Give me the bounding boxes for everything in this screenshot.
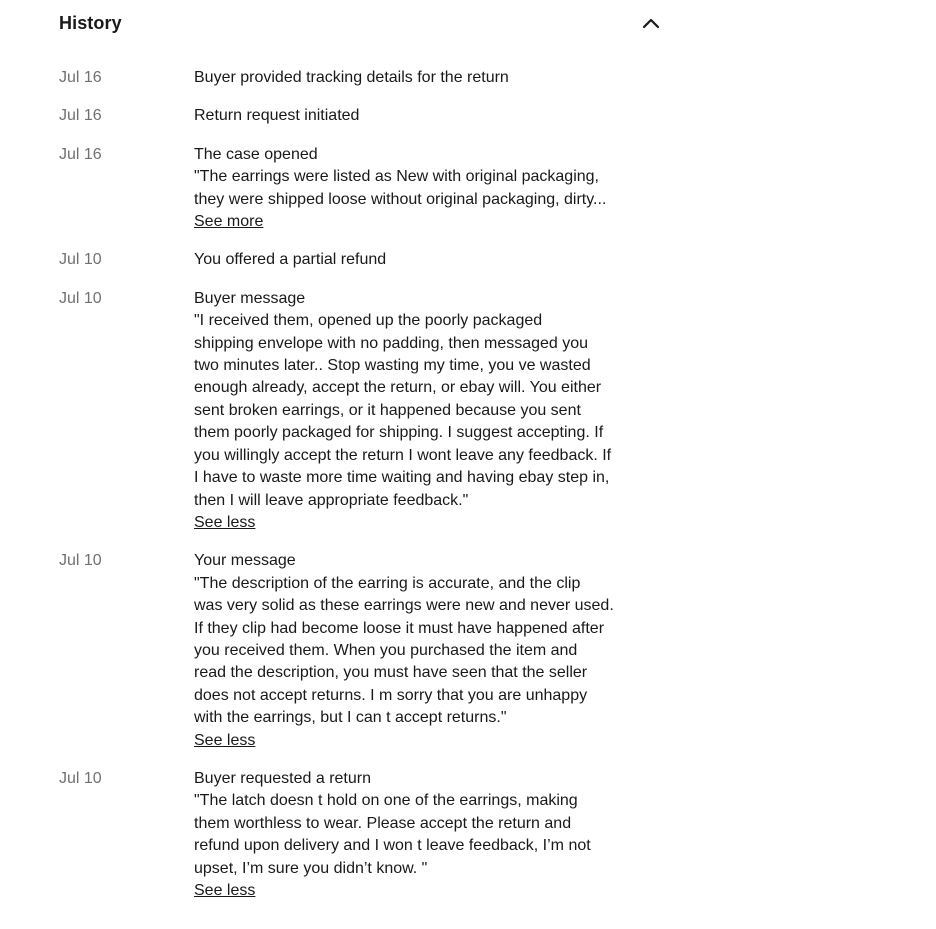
see-more-link[interactable]: See more: [194, 213, 264, 231]
entry-title: You offered a partial refund: [194, 251, 387, 269]
entry-body: [194, 105, 642, 127]
entry-body: [194, 67, 642, 89]
entry-date: Jul 16: [59, 69, 102, 86]
collapse-button[interactable]: [637, 9, 665, 37]
history-header: [59, 8, 665, 38]
entry-date: Jul 10: [59, 552, 102, 570]
chevron-up-icon: [642, 17, 660, 29]
entry-body: [194, 144, 642, 234]
entry-title: Your message: [194, 552, 296, 570]
entry-date: Jul 10: [59, 769, 102, 787]
entry-title: Return request initiated: [194, 107, 360, 125]
history-entry: [59, 550, 659, 752]
entry-body: [194, 288, 642, 534]
entry-title: The case opened: [194, 145, 318, 163]
entry-message: "I received them, opened up the poorly packaged shipping envelope with no padding, then messaged you two minutes later.. Stop wasting my time, you ve wasted enough already, accept the return, or ebay will. You either sent broken earrings, or it happened because you sent them poorly packaged for shipping. I suggest accepting. If you willingly accept the return I wont leave any feedback. If I have to waste more time waiting and having ebay step in, then I will leave appropriate feedback.": [194, 312, 612, 509]
entry-message: "The description of the earring is accurate, and the clip was very solid as these earrings were new and never used. If they clip had become loose it must have happened after you received them. When you purchased the item and read the description, you must have seen that the seller does not accept returns. I m sorry that you are unhappy with the earrings, but I can t accept returns.": [194, 574, 614, 727]
history-entry: [59, 67, 659, 89]
history-entry: [59, 768, 659, 902]
entry-body: [194, 768, 642, 902]
history-entry: [59, 288, 659, 534]
see-less-link[interactable]: See less: [194, 731, 256, 749]
entry-date: Jul 10: [59, 289, 102, 307]
history-entry: [59, 105, 659, 127]
history-entry: [59, 144, 659, 234]
section-title: History: [59, 12, 122, 33]
entry-body: [194, 550, 642, 752]
history-timeline: [59, 67, 659, 918]
history-entry: [59, 249, 659, 271]
entry-body: [194, 249, 642, 271]
entry-title: Buyer message: [194, 289, 306, 307]
entry-date: Jul 16: [59, 145, 102, 163]
entry-date: Jul 16: [59, 107, 102, 125]
entry-date: Jul 10: [59, 251, 102, 269]
entry-message: "The latch doesn t hold on one of the earrings, making them worthless to wear. Please accept the return and refund upon delivery and I won t leave feedback, I’m not upset, I’m sure you didn’t know. ": [194, 792, 591, 877]
see-less-link[interactable]: See less: [194, 513, 256, 531]
see-less-link[interactable]: See less: [194, 882, 256, 899]
entry-title: Buyer requested a return: [194, 769, 371, 787]
entry-title: Buyer provided tracking details for the return: [194, 69, 509, 86]
entry-message: "The earrings were listed as New with original packaging, they were shipped loose without original packaging, dirty...: [194, 168, 607, 208]
